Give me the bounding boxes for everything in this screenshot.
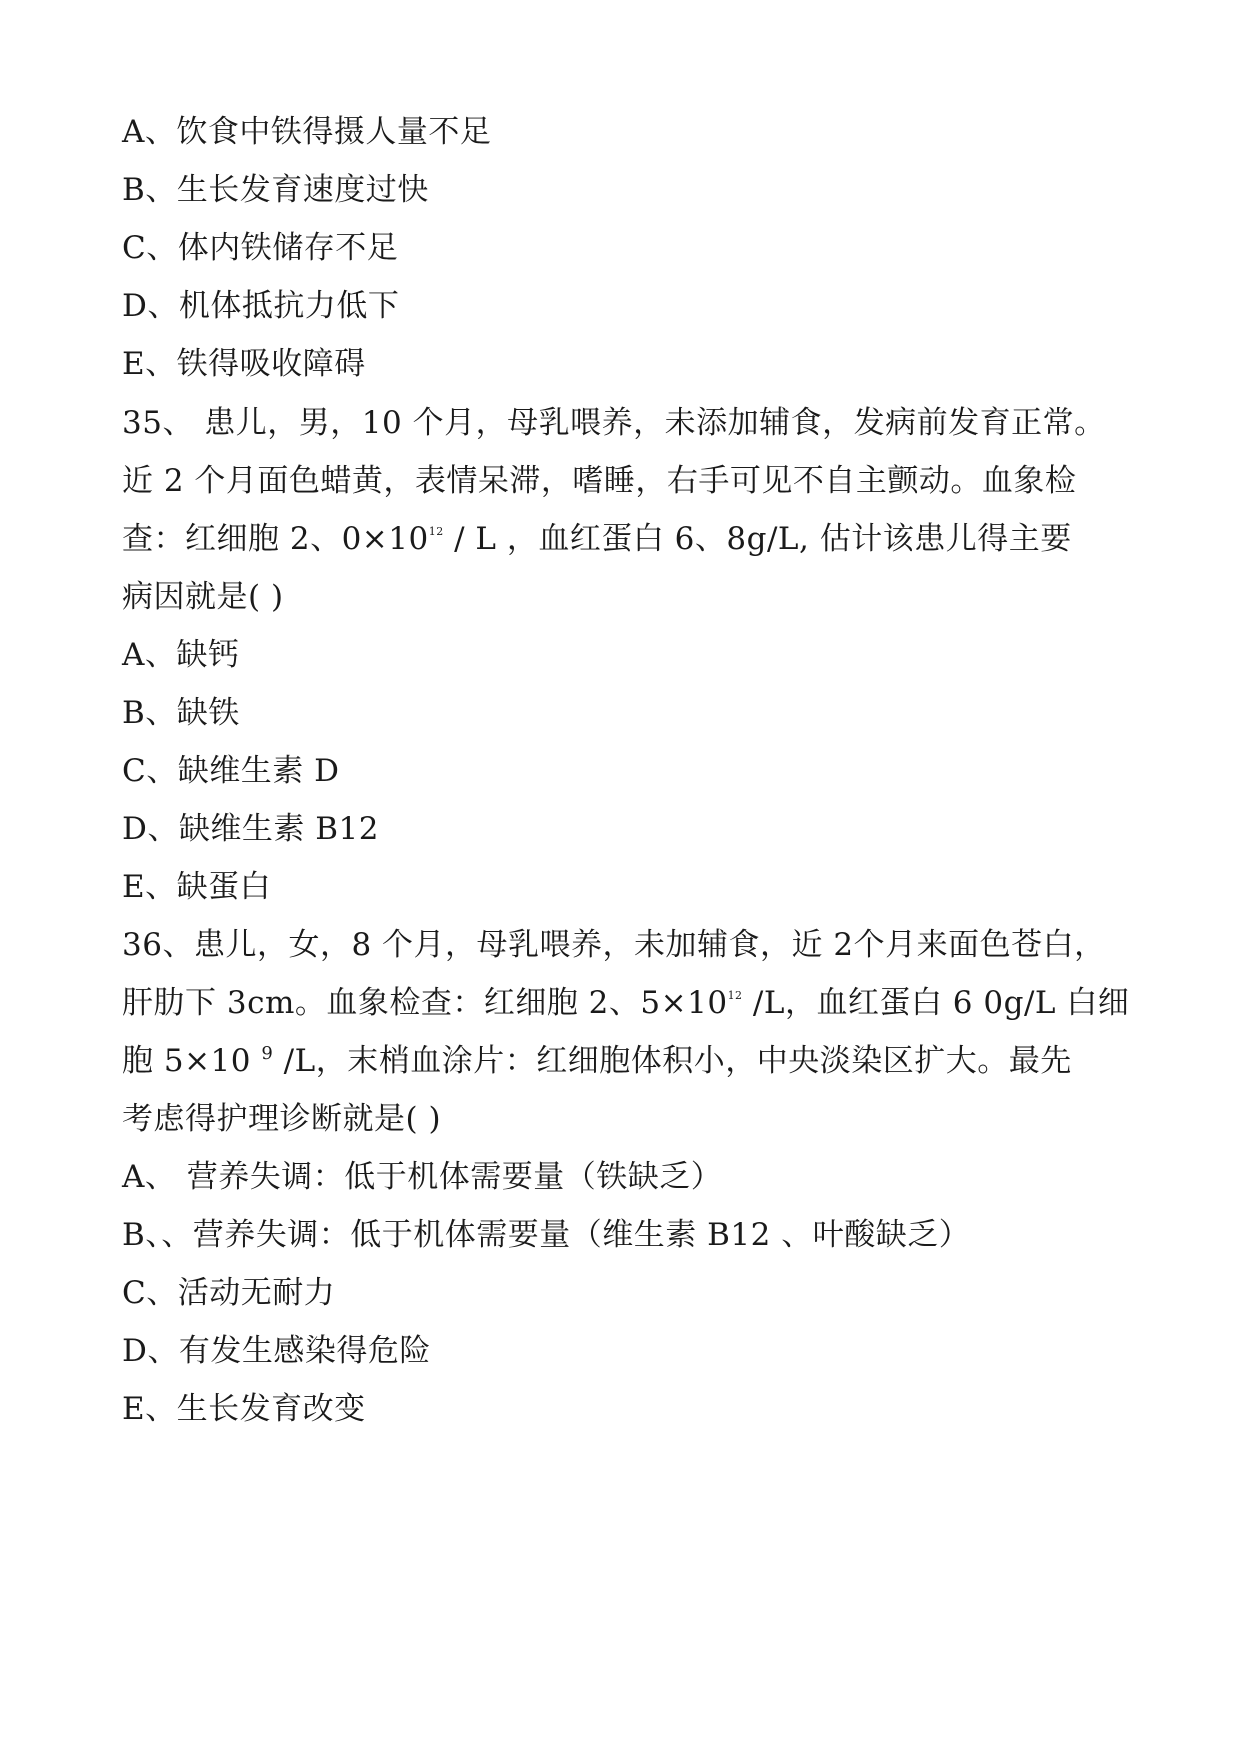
q34-option-e: E、铁得吸收障碍 xyxy=(122,346,366,382)
q36-stem-line-3-rest: /L，末梢血涂片：红细胞体积小，中央淡染区扩大。最先 xyxy=(273,1043,1072,1079)
q35-option-d: D、缺维生素 B12 xyxy=(122,811,379,847)
q35-stem-line-1: 35、 患儿，男，10 个月，母乳喂养，未添加辅食，发病前发育正常。 xyxy=(122,405,1106,441)
q36-option-d: D、有发生感染得危险 xyxy=(122,1333,431,1369)
q35-option-c: C、缺维生素 D xyxy=(122,753,340,789)
q35-option-e: E、缺蛋白 xyxy=(122,869,272,905)
q35-option-b: B、缺铁 xyxy=(122,695,240,731)
q35-stem-line-4: 病因就是( ) xyxy=(122,579,284,615)
q36-option-e: E、生长发育改变 xyxy=(122,1391,366,1427)
q36-stem-line-4: 考虑得护理诊断就是( ) xyxy=(122,1101,442,1137)
q36-wbc-exponent: 9 xyxy=(261,1043,274,1064)
q35-exponent: 12 xyxy=(428,525,444,538)
q35-stem-line-3-text: 查：红细胞 2、0×10 xyxy=(122,521,429,557)
q36-stem-line-2 xyxy=(122,983,1130,1023)
q34-option-a: A、饮食中铁得摄人量不足 xyxy=(122,114,492,150)
q36-option-c: C、活动无耐力 xyxy=(122,1275,336,1311)
q36-rbc-exponent: 12 xyxy=(727,989,743,1002)
q36-option-b: B、、营养失调：低于机体需要量（维生素 B12 、叶酸缺乏） xyxy=(122,1217,971,1253)
q35-stem-line-3-rest: / L ，血红蛋白 6、8g/L, 估计该患儿得主要 xyxy=(443,521,1072,557)
q35-option-a: A、缺钙 xyxy=(122,637,240,673)
q36-stem-line-1: 36、患儿，女，8 个月，母乳喂养，未加辅食，近 2个月来面色苍白， xyxy=(122,927,1106,963)
q36-option-a: A、 营养失调：低于机体需要量（铁缺乏） xyxy=(122,1159,723,1195)
q36-stem-line-2-rest: /L，血红蛋白 6 0g/L 白细 xyxy=(742,985,1130,1021)
q35-stem-line-3 xyxy=(122,519,1122,559)
q34-option-d: D、机体抵抗力低下 xyxy=(122,288,400,324)
q36-stem-line-2-text: 肝肋下 3cm。血象检查：红细胞 2、5×10 xyxy=(122,985,728,1021)
q35-stem-line-2: 近 2 个月面色蜡黄，表情呆滞，嗜睡，右手可见不自主颤动。血象检 xyxy=(122,463,1077,499)
q36-stem-line-3-text: 胞 5×10 xyxy=(122,1043,262,1079)
q34-option-c: C、体内铁储存不足 xyxy=(122,230,399,266)
q36-stem-line-3 xyxy=(122,1041,1122,1081)
q34-option-b: B、生长发育速度过快 xyxy=(122,172,429,208)
